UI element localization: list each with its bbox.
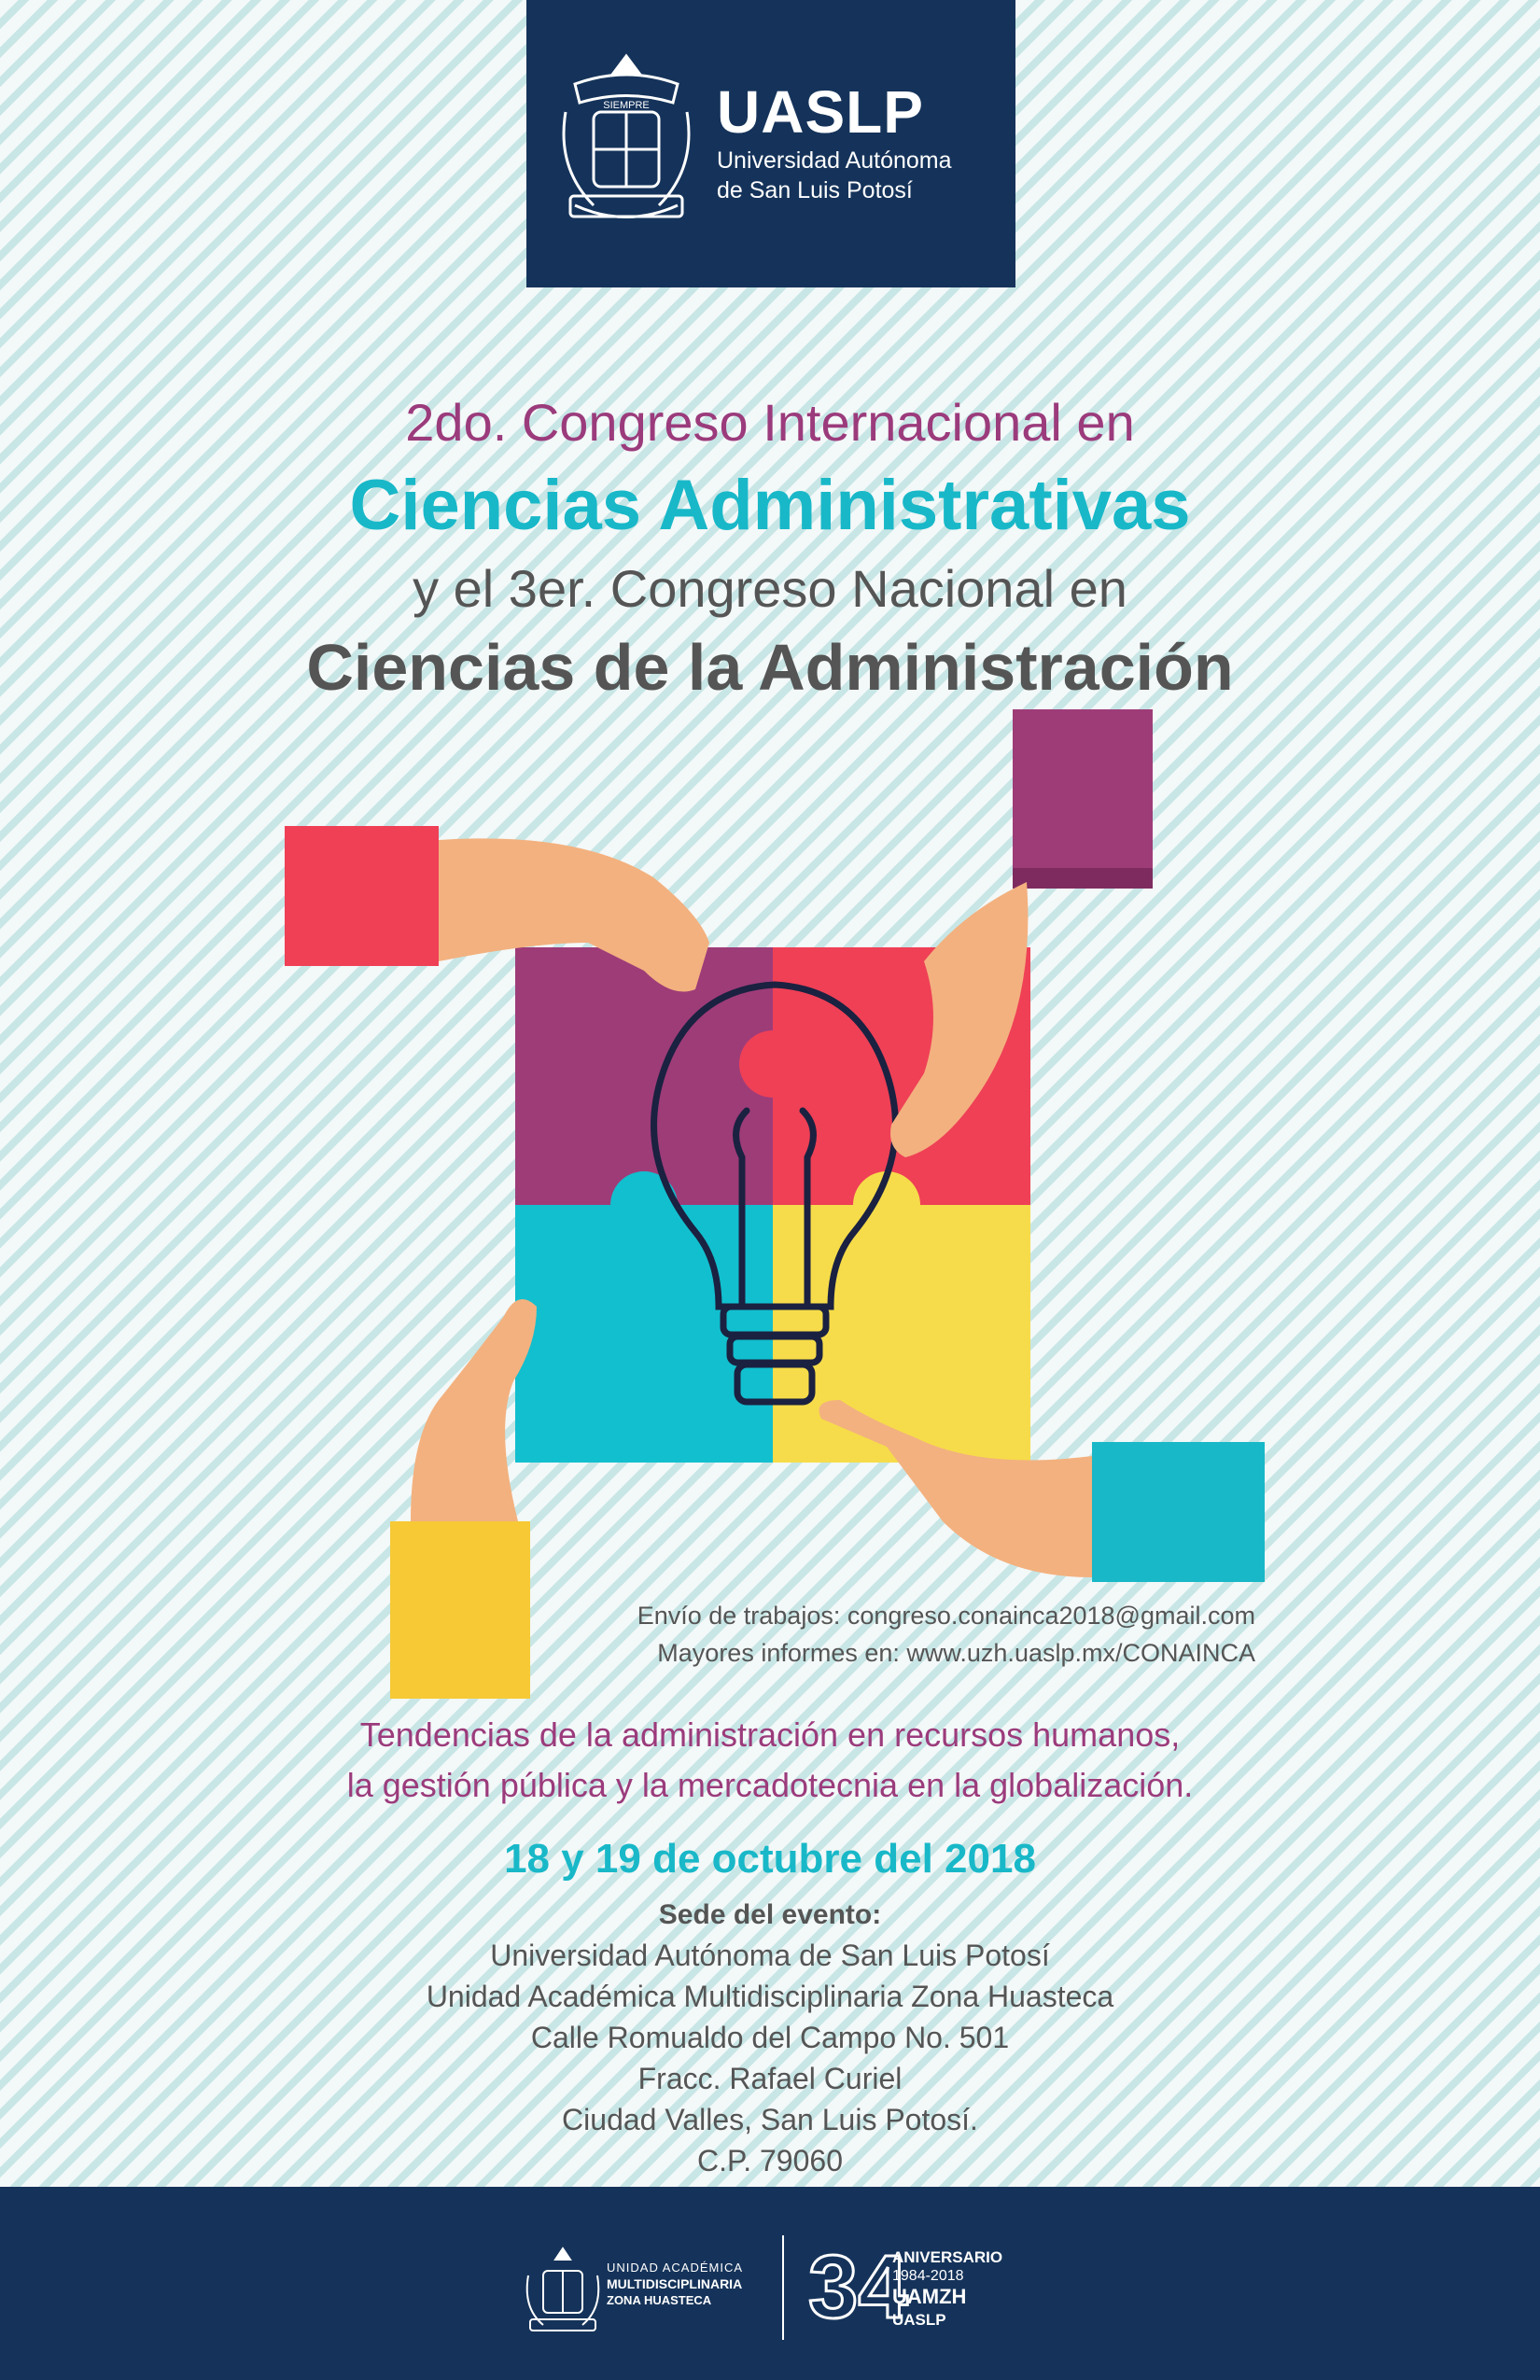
brand-name: UASLP (717, 78, 924, 146)
unit-name-line2: MULTIDISCIPLINARIA (607, 2276, 743, 2291)
puzzle-piece-purple (515, 947, 773, 1205)
anniversary-org1: UAMZH (892, 2285, 967, 2308)
anniversary-number-text: 34 (808, 2237, 908, 2337)
title-line-4: Ciencias de la Administración (306, 631, 1234, 704)
title-line-2: Ciencias Administrativas (349, 466, 1191, 545)
footer-divider (782, 2235, 784, 2340)
anniversary-org2: UASLP (892, 2311, 946, 2329)
uaslp-logo-block (526, 0, 1015, 287)
sleeve-teal (1092, 1442, 1265, 1582)
submission-email-text: Envío de trabajos: congreso.conainca2018@gmail.com (637, 1602, 1255, 1630)
title-line-3: y el 3er. Congreso Nacional en (413, 559, 1127, 618)
venue-line: Fracc. Rafael Curiel (637, 2062, 903, 2095)
uamzh-crest-icon (523, 2243, 603, 2336)
crest-motto: SIEMPRE (603, 100, 650, 111)
sleeve-purple (1013, 709, 1153, 882)
venue-line: Ciudad Valles, San Luis Potosí. (562, 2103, 978, 2136)
venue-line: Unidad Académica Multidisciplinaria Zona Huasteca (426, 1980, 1114, 2013)
venue-line: Calle Romualdo del Campo No. 501 (530, 2021, 1010, 2054)
theme-line-1: Tendencias de la administración en recursos humanos, (359, 1715, 1181, 1754)
puzzle-lightbulb-illustration (271, 709, 1279, 1699)
unit-name-line3: ZONA HUASTECA (607, 2293, 712, 2307)
anniversary-label: ANIVERSARIO (892, 2248, 1003, 2266)
sleeve-red (285, 826, 439, 966)
venue-title: Sede del evento: (658, 1899, 882, 1930)
sleeve-yellow (390, 1521, 530, 1699)
venue-line: C.P. 79060 (697, 2144, 843, 2177)
uaslp-crest-icon (556, 47, 696, 233)
footer-bar (0, 2187, 1540, 2380)
venue-line: Universidad Autónoma de San Luis Potosí (490, 1939, 1050, 1972)
anniversary-years: 1984-2018 (892, 2268, 964, 2284)
unit-name-line1: UNIDAD ACADÉMICA (607, 2261, 744, 2275)
theme-line-2: la gestión pública y la mercadotecnia en la globalización. (346, 1766, 1194, 1804)
info-url-text: Mayores informes en: www.uzh.uaslp.mx/CONAINCA (657, 1639, 1255, 1667)
event-date: 18 y 19 de octubre del 2018 (504, 1836, 1036, 1882)
university-name-line1: Universidad Autónoma (717, 147, 952, 174)
anniversary-number (808, 2235, 908, 2337)
title-line-1: 2do. Congreso Internacional en (405, 393, 1135, 452)
university-name-line2: de San Luis Potosí (717, 177, 913, 203)
